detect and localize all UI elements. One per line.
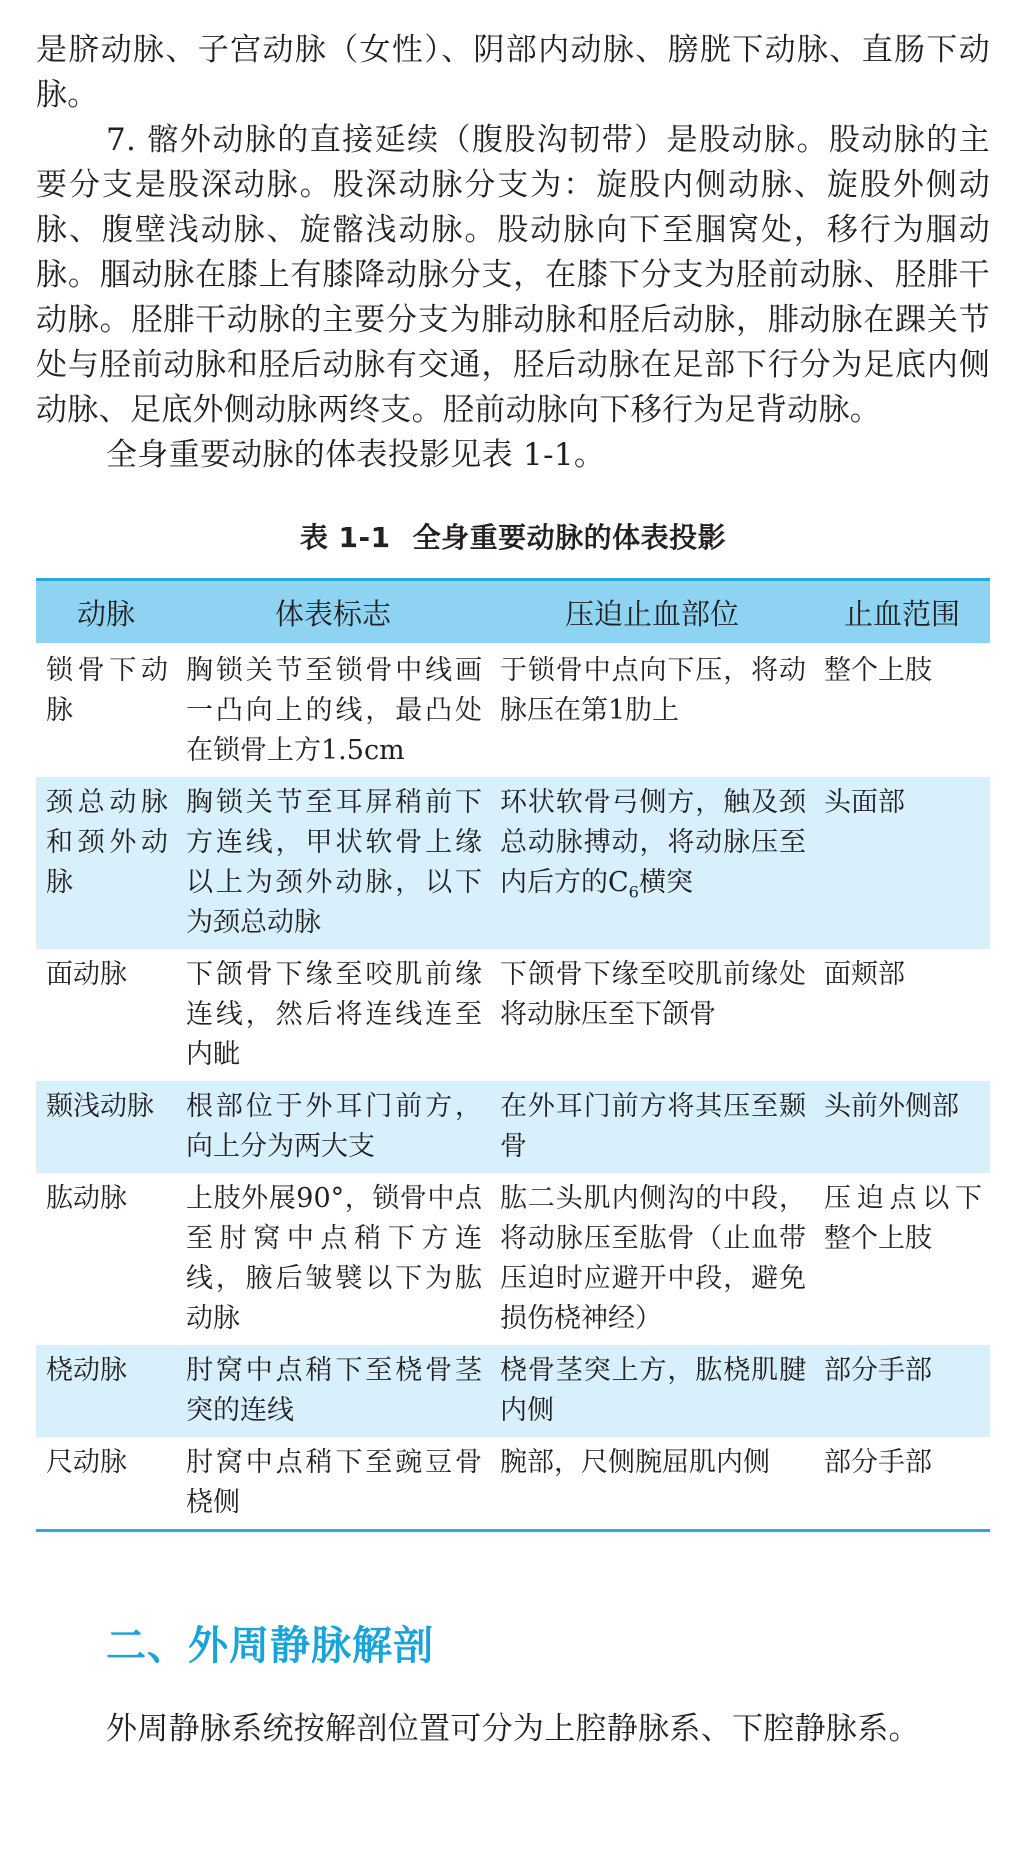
cell-artery: 肱动脉 <box>46 1183 127 1214</box>
cell-compression-site: 肱二头肌内侧沟的中段，将动脉压至肱骨（止血带压迫时应避开中段，避免损伤桡神经） <box>500 1183 806 1334</box>
table-row <box>36 1173 990 1345</box>
table-caption-title: 全身重要动脉的体表投影 <box>412 521 727 554</box>
paragraph-venous-intro: 外周静脉系统按解剖位置可分为上腔静脉系、下腔静脉系。 <box>106 1711 920 1747</box>
cell-artery: 锁骨下动脉 <box>46 655 168 726</box>
cell-artery: 颈总动脉和颈外动脉 <box>36 777 176 949</box>
paragraph-continuation: 是脐动脉、子宫动脉（女性）、阴部内动脉、膀胱下动脉、直肠下动脉。 <box>36 32 990 113</box>
cell-range: 整个上肢 <box>824 655 932 686</box>
cell-compression-site: 下颌骨下缘至咬肌前缘处将动脉压至下颌骨 <box>500 959 806 1030</box>
table-header-row <box>36 580 990 644</box>
cell-landmark: 肘窝中点稍下至豌豆骨桡侧 <box>186 1447 482 1518</box>
table-row <box>36 643 990 777</box>
compression-text: 环状软骨弓侧方，触及颈总动脉搏动，将动脉压至内后方的C <box>500 787 806 898</box>
cell-artery: 颞浅动脉 <box>36 1081 176 1173</box>
cell-range: 面颊部 <box>824 959 905 990</box>
cell-artery: 面动脉 <box>46 959 127 990</box>
table-row <box>36 1081 990 1173</box>
section-heading: 二、外周静脉解剖 <box>106 1623 434 1669</box>
table-row <box>36 949 990 1081</box>
table-row <box>36 1345 990 1437</box>
cell-compression-site: 于锁骨中点向下压，将动脉压在第1肋上 <box>500 655 806 726</box>
table-caption <box>36 516 990 556</box>
cell-range: 头面部 <box>814 777 990 949</box>
cell-artery: 尺动脉 <box>46 1447 127 1478</box>
cell-landmark: 下颌骨下缘至咬肌前缘连线，然后将连线连至内眦 <box>186 959 482 1070</box>
cell-landmark: 胸锁关节至锁骨中线画一凸向上的线，最凸处在锁骨上方1.5cm <box>186 655 482 766</box>
cell-compression-site: 在外耳门前方将其压至颞骨 <box>490 1081 814 1173</box>
cell-landmark: 胸锁关节至耳屏稍前下方连线，甲状软骨上缘以上为颈外动脉，以下为颈总动脉 <box>176 777 490 949</box>
cell-artery: 桡动脉 <box>36 1345 176 1437</box>
header-range: 止血范围 <box>814 580 990 644</box>
vertebra-subscript: 6 <box>628 882 639 902</box>
header-artery: 动脉 <box>36 580 176 644</box>
cell-landmark: 根部位于外耳门前方，向上分为两大支 <box>176 1081 490 1173</box>
cell-compression-site: 腕部，尺侧腕屈肌内侧 <box>500 1447 770 1478</box>
cell-landmark: 肘窝中点稍下至桡骨茎突的连线 <box>176 1345 490 1437</box>
compression-text-end: 横突 <box>638 867 693 898</box>
paragraph-femoral-artery: 7. 髂外动脉的直接延续（腹股沟韧带）是股动脉。股动脉的主要分支是股深动脉。股深动脉分支为：旋股内侧动脉、旋股外侧动脉、腹壁浅动脉、旋髂浅动脉。股动脉向下至腘窝处，移行为腘动脉。腘动脉在膝上有膝降动脉分支，在膝下分支为胫前动脉、胫腓干动脉。胫腓干动脉的主要分支为腓动脉和胫后动脉，腓动脉在踝关节处与胫前动脉和胫后动脉有交通，胫后动脉在足部下行分为足底内侧动脉、足底外侧动脉两终支。胫前动脉向下移行为足背动脉。 <box>36 122 990 428</box>
cell-landmark: 上肢外展90°，锁骨中点至肘窝中点稍下方连线，腋后皱襞以下为肱动脉 <box>186 1183 482 1334</box>
table-caption-number: 表 1-1 <box>299 521 391 554</box>
cell-range: 压迫点以下整个上肢 <box>824 1183 982 1254</box>
cell-compression-site <box>490 777 814 949</box>
table-row <box>36 1437 990 1531</box>
cell-range: 头前外侧部 <box>814 1081 990 1173</box>
header-landmark: 体表标志 <box>176 580 490 644</box>
cell-range: 部分手部 <box>814 1345 990 1437</box>
cell-range: 部分手部 <box>824 1447 932 1478</box>
header-compression-site: 压迫止血部位 <box>490 580 814 644</box>
artery-projection-table <box>36 578 990 1532</box>
cell-compression-site: 桡骨茎突上方，肱桡肌腱内侧 <box>490 1345 814 1437</box>
table-row <box>36 777 990 949</box>
paragraph-table-reference: 全身重要动脉的体表投影见表 1-1。 <box>106 437 606 473</box>
